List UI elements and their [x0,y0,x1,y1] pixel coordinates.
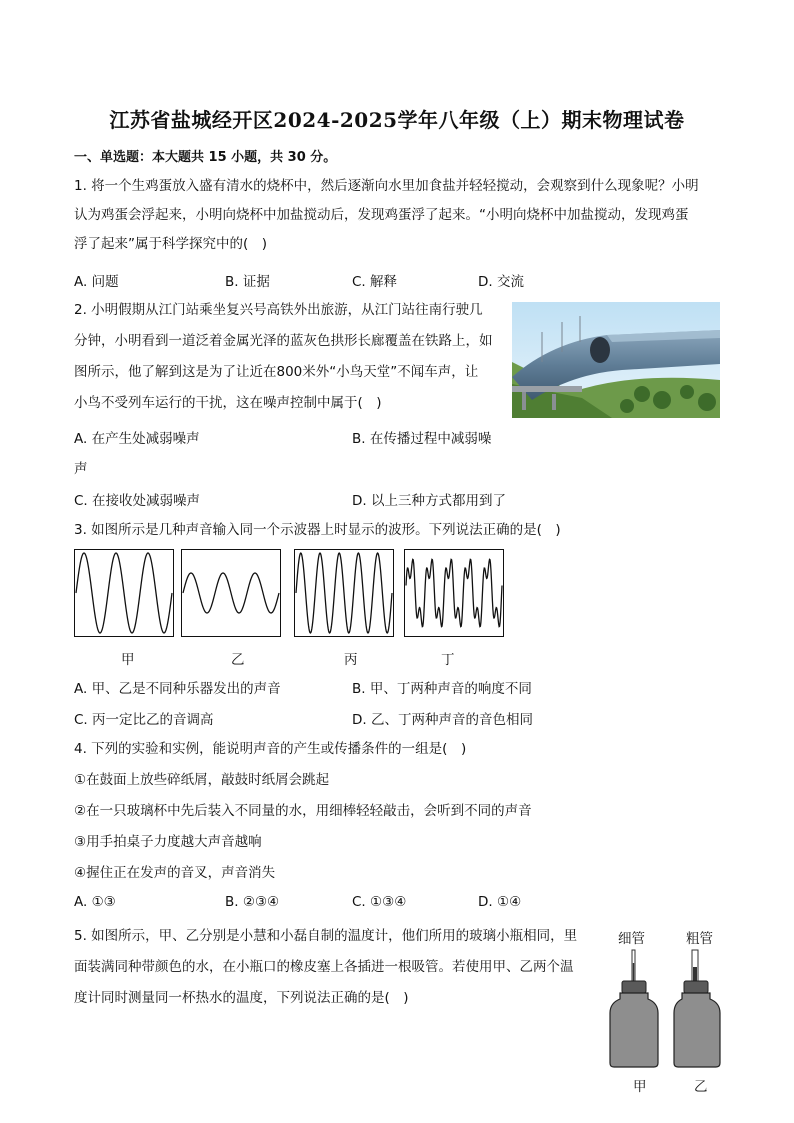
q5-line-1: 5. 如图所示，甲、乙分别是小慧和小磊自制的温度计，他们所用的玻璃小瓶相同，里 [74,928,578,944]
railway-photo [512,302,720,418]
q2-option-c[interactable]: C. 在接收处减弱噪声 [74,493,201,509]
q4-option-b[interactable]: B. ②③④ [225,894,280,910]
q2-option-d[interactable]: D. 以上三种方式都用到了 [352,493,506,509]
q3-option-a[interactable]: A. 甲、乙是不同种乐器发出的声音 [74,681,281,697]
waveform-bing [294,549,394,637]
q4-item-4: ④握住正在发声的音叉，声音消失 [74,865,276,881]
tube-label-thin: 细管 [618,931,645,947]
q1-line-2: 认为鸡蛋会浮起来，小明向烧杯中加盐搅动后，发现鸡蛋浮了起来。“小明向烧杯中加盐搅动，发现鸡蛋 [74,207,689,223]
wave-label-yi: 乙 [231,652,245,668]
q1-option-d[interactable]: D. 交流 [478,274,524,290]
q2-option-b-wrap: 声 [74,461,88,477]
q4-item-2: ②在一只玻璃杯中先后装入不同量的水，用细棒轻轻敲击，会听到不同的声音 [74,803,532,819]
q4-item-1: ①在鼓面上放些碎纸屑，敲鼓时纸屑会跳起 [74,772,330,788]
q1-option-a[interactable]: A. 问题 [74,274,119,290]
wave-label-ding: 丁 [441,652,455,668]
q1-line-3: 浮了起来”属于科学探究中的( ) [74,236,268,252]
tube-label-thick: 粗管 [686,931,713,947]
q2-option-a[interactable]: A. 在产生处减弱噪声 [74,431,200,447]
q2-line-3: 图所示，他了解到这是为了让近在800米外“小鸟天堂”不闻车声，让 [74,364,479,380]
q2-line-4: 小鸟不受列车运行的干扰，这在噪声控制中属于( ) [74,395,382,411]
q2-option-b[interactable]: B. 在传播过程中减弱噪 [352,431,492,447]
q5-line-3: 度计同时测量同一杯热水的温度，下列说法正确的是( ) [74,990,409,1006]
waveform-ding [404,549,504,637]
q3-stem: 3. 如图所示是几种声音输入同一个示波器上时显示的波形。下列说法正确的是( ) [74,522,561,538]
waveform-jia [74,549,174,637]
q4-option-d[interactable]: D. ①④ [478,894,522,910]
q4-stem: 4. 下列的实验和实例，能说明声音的产生或传播条件的一组是( ) [74,741,467,757]
q1-option-c[interactable]: C. 解释 [352,274,398,290]
q2-line-1: 2. 小明假期从江门站乘坐复兴号高铁外出旅游，从江门站往南行驶几 [74,302,483,318]
q3-option-c[interactable]: C. 丙一定比乙的音调高 [74,712,214,728]
waveform-yi [181,549,281,637]
q3-option-b[interactable]: B. 甲、丁两种声音的响度不同 [352,681,532,697]
section-heading: 一、单选题：本大题共 15 小题，共 30 分。 [74,150,337,165]
bottle-yi [674,950,720,1067]
bottle-jia [610,950,658,1067]
q1-option-b[interactable]: B. 证据 [225,274,270,290]
q1-line-1: 1. 将一个生鸡蛋放入盛有清水的烧杯中，然后逐渐向水里加食盐并轻轻搅动，会观察到什么现象呢？小明 [74,178,699,194]
bottle-label-jia: 甲 [633,1079,647,1095]
q4-option-a[interactable]: A. ①③ [74,894,116,910]
q5-line-2: 面装满同种带颜色的水，在小瓶口的橡皮塞上各插进一根吸管。若使用甲、乙两个温 [74,959,574,975]
page-title: 江苏省盐城经开区2024-2025学年八年级（上）期末物理试卷 [109,108,685,132]
bottle-label-yi: 乙 [694,1079,708,1095]
q4-option-c[interactable]: C. ①③④ [352,894,407,910]
q4-item-3: ③用手拍桌子力度越大声音越响 [74,834,262,850]
wave-label-jia: 甲 [121,652,135,668]
q3-option-d[interactable]: D. 乙、丁两种声音的音色相同 [352,712,533,728]
wave-label-bing: 丙 [344,652,358,668]
thermometer-bottles [608,945,728,1070]
q2-line-2: 分钟，小明看到一道泛着金属光泽的蓝灰色拱形长廊覆盖在铁路上，如 [74,333,493,349]
